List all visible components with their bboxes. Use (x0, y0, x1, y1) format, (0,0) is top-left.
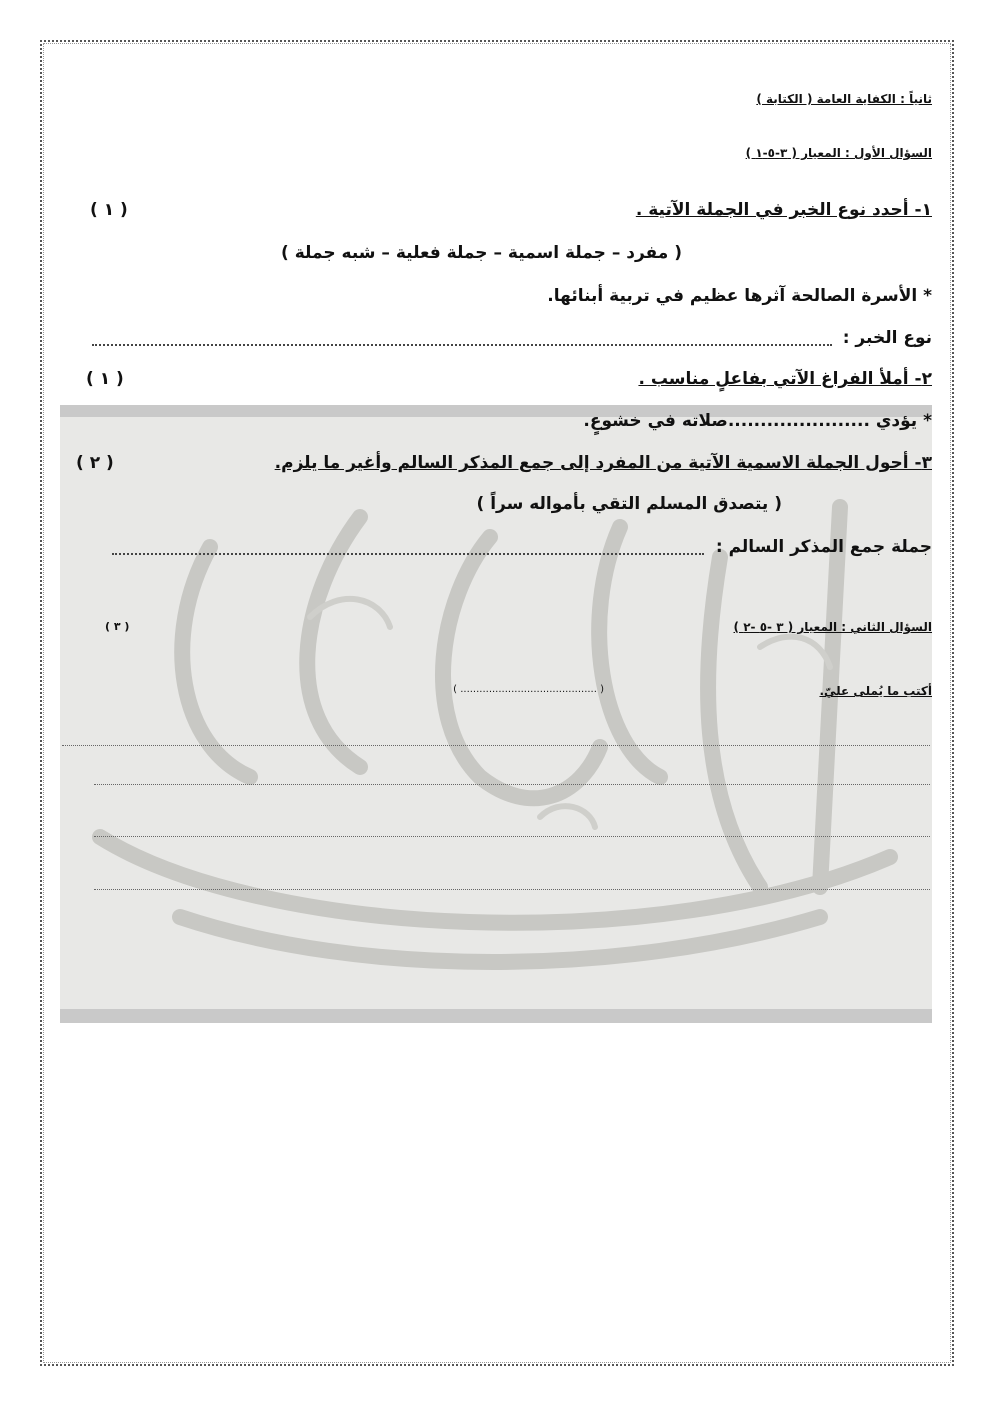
item2-sentence: * يؤدي ......................صلاته في خشوعٍ. (583, 411, 932, 431)
item3-answer-label: جملة جمع المذكر السالم : (715, 537, 932, 557)
section-title: ثانياً : الكفاية العامة ( الكتابة ) (756, 92, 932, 106)
item3-answer-line[interactable] (112, 553, 704, 555)
item1-sentence: * الأسرة الصالحة آثرها عظيم في تربية أبنائها. (547, 286, 932, 306)
item3-prompt: ٣- أحول الجملة الاسمية الآتية من المفرد إلى جمع المذكر السالم وأغير ما يلزم. (274, 453, 932, 473)
item2-prompt: ٢- أملأ الفراغ الآتي بفاعلٍ مناسب . (638, 369, 932, 389)
question1-title: السؤال الأول : المعيار ( ٣-٥-١ ) (745, 146, 932, 160)
item1-answer-label: نوع الخبر : (842, 328, 932, 348)
question2-blank[interactable]: ( ........................................... ) (453, 684, 604, 695)
item1-options: ( مفرد – جملة اسمية – جملة فعلية – شبه جملة ) (281, 243, 682, 263)
item1-answer-line[interactable] (92, 344, 832, 346)
dictation-line-2[interactable] (94, 784, 930, 785)
dictation-line-4[interactable] (94, 889, 930, 890)
question2-instruction: أكتب ما يُملى عليّ. (819, 684, 932, 698)
item3-mark: ( ٢ ) (76, 453, 114, 473)
item1-mark: ( ١ ) (90, 200, 128, 220)
dictation-line-1[interactable] (62, 745, 930, 746)
item2-mark: ( ١ ) (86, 369, 124, 389)
question2-title: السؤال الثاني : المعيار ( ٣ -٥ -٢ ) (733, 620, 932, 634)
item1-prompt: ١- أحدد نوع الخبر في الجملة الآتية . (635, 200, 932, 220)
item3-sentence: ( يتصدق المسلم التقي بأمواله سراً ) (476, 494, 782, 514)
question2-mark: ( ٣ ) (105, 620, 130, 633)
dictation-line-3[interactable] (94, 836, 930, 837)
